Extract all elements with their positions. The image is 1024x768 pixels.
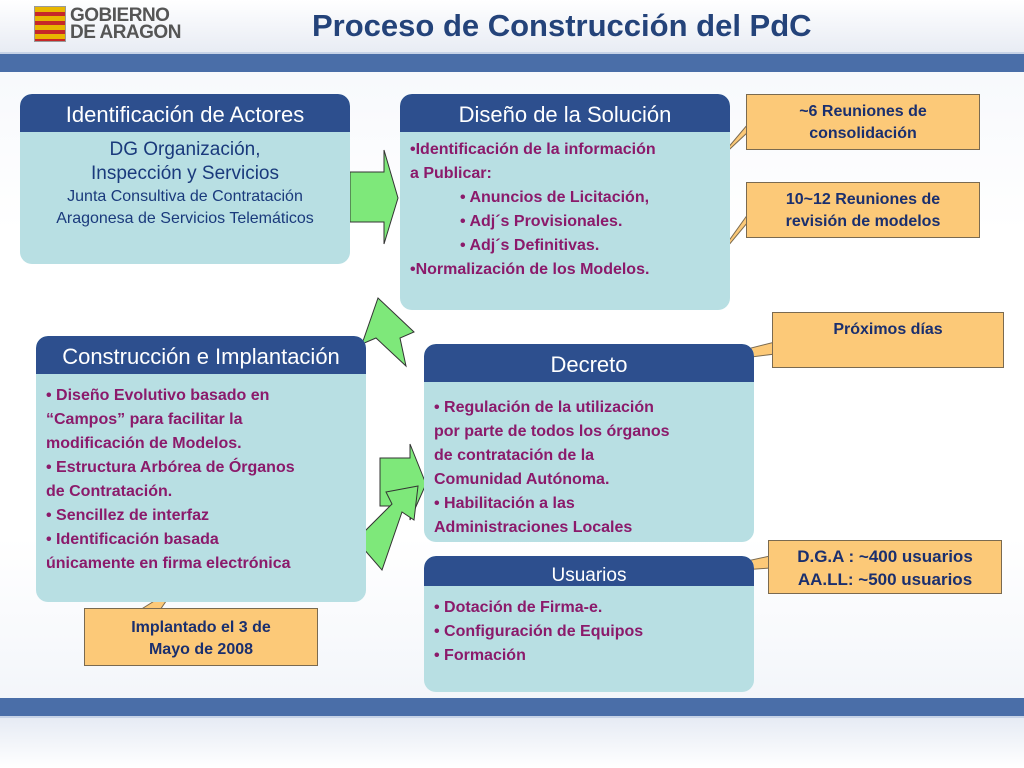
box-construccion xyxy=(36,336,366,602)
construccion-line: • Estructura Arbórea de Órganos xyxy=(46,459,295,476)
usuarios-line: • Dotación de Firma-e. xyxy=(434,599,603,616)
logo-line2: DE ARAGON xyxy=(70,22,181,43)
diseno-line: •Identificación de la información xyxy=(410,141,656,158)
callout-line: AA.LL: ~500 usuarios xyxy=(797,570,973,589)
callout-reuniones-consolidacion xyxy=(746,94,980,150)
decreto-line: • Habilitación a las xyxy=(434,495,575,512)
callout-line: Mayo de 2008 xyxy=(148,641,254,658)
callout-line: Implantado el 3 de xyxy=(131,619,271,636)
decreto-line: de contratación de la xyxy=(434,447,595,464)
callout-line: Próximos días xyxy=(833,321,943,338)
actores-line: Aragonesa de Servicios Telemáticos xyxy=(56,210,314,227)
diseno-line: • Anuncios de Licitación, xyxy=(460,189,650,206)
callout-reuniones-revision xyxy=(746,182,980,238)
actores-line: DG Organización, xyxy=(109,139,261,160)
construccion-line: “Campos” para facilitar la xyxy=(46,411,243,428)
box-diseno-header: Diseño de la Solución xyxy=(400,94,730,132)
box-construccion-header: Construcción e Implantación xyxy=(36,336,366,374)
box-actores xyxy=(20,94,350,264)
construccion-line: • Diseño Evolutivo basado en xyxy=(46,387,270,404)
decreto-line: • Regulación de la utilización xyxy=(434,399,654,416)
footer-band xyxy=(0,718,1024,768)
construccion-line: • Sencillez de interfaz xyxy=(46,507,209,524)
usuarios-line: • Configuración de Equipos xyxy=(434,623,644,640)
box-diseno-body xyxy=(400,132,730,282)
box-usuarios-header: Usuarios xyxy=(424,556,754,586)
page-title: Proceso de Construcción del PdC xyxy=(312,8,812,43)
callout-line: 10~12 Reuniones de xyxy=(785,191,941,208)
footer-stripe xyxy=(0,698,1024,718)
diseno-line: • Adj´s Provisionales. xyxy=(460,213,623,230)
construccion-line: únicamente en firma electrónica xyxy=(46,555,291,572)
construccion-line: modificación de Modelos. xyxy=(46,435,242,452)
usuarios-line: • Formación xyxy=(434,647,526,664)
callout-implantado xyxy=(84,608,318,666)
callout-line: D.G.A : ~400 usuarios xyxy=(797,547,973,566)
box-construccion-body xyxy=(36,374,366,576)
diseno-line: a Publicar: xyxy=(410,165,492,182)
callout-proximos-dias xyxy=(772,312,1004,368)
box-decreto-body xyxy=(424,382,754,540)
actores-line: Junta Consultiva de Contratación xyxy=(67,188,303,205)
box-diseno xyxy=(400,94,730,310)
arrow-actores-to-diseno xyxy=(350,150,398,244)
construccion-line: • Identificación basada xyxy=(46,531,219,548)
callout-usuarios-count xyxy=(768,540,1002,594)
box-actores-header: Identificación de Actores xyxy=(20,94,350,132)
diseno-line: • Adj´s Definitivas. xyxy=(460,237,600,254)
callout-line: consolidación xyxy=(809,125,917,142)
callout-line: ~6 Reuniones de xyxy=(799,103,927,120)
box-actores-body xyxy=(20,132,350,230)
construccion-line: de Contratación. xyxy=(46,483,173,500)
diseno-line: •Normalización de los Modelos. xyxy=(410,261,650,278)
box-usuarios xyxy=(424,556,754,692)
box-decreto xyxy=(424,344,754,542)
decreto-line: Administraciones Locales xyxy=(434,519,633,536)
actores-line: Inspección y Servicios xyxy=(91,163,279,184)
box-decreto-header: Decreto xyxy=(424,344,754,382)
decreto-line: por parte de todos los órganos xyxy=(434,423,670,440)
callout-line: revisión de modelos xyxy=(785,213,941,230)
decreto-line: Comunidad Autónoma. xyxy=(434,471,610,488)
logo-line1: GOBIERNO xyxy=(70,5,170,26)
box-usuarios-body xyxy=(424,586,754,668)
